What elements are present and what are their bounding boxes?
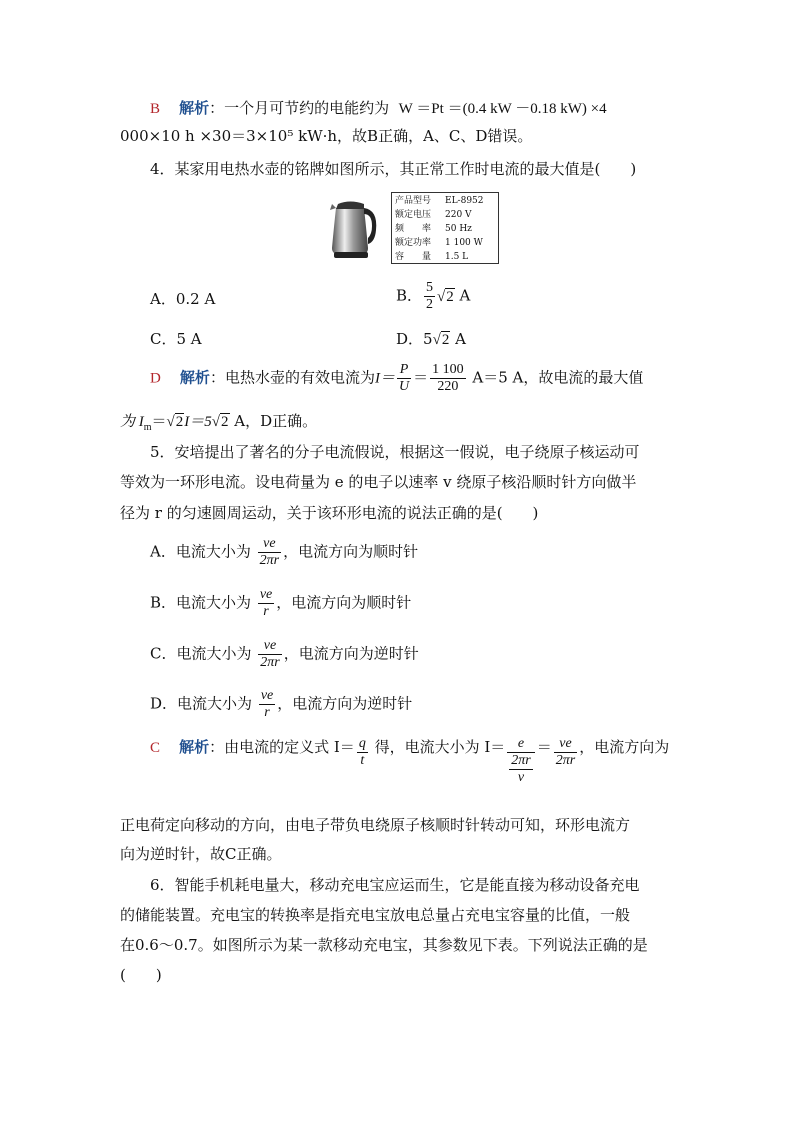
q6-stem-line1: 6．智能手机耗电量大，移动充电宝应运而生，它是能直接为移动设备充电 (150, 876, 640, 894)
q4-option-d: D．5√2 A (396, 328, 466, 351)
q5-stem-line2: 等效为一环形电流。设电荷量为 e 的电子以速率 v 绕原子核沿顺时针方向做半 (120, 473, 637, 491)
nameplate-row: 额定电压 220 V (395, 210, 472, 220)
nameplate-row: 频 率 50 Hz (395, 224, 472, 234)
result-fraction: $\frac{ve}{2\pi r}$ (555, 736, 576, 768)
q6-stem-line2: 的储能装置。充电宝的转换率是指充电宝放电总量占充电宝容量的比值，一般 (120, 906, 631, 924)
q4-analysis-line1: D 解析：电热水壶的有效电流为I＝ $\frac{P}{U}$ ＝ $\frac{1 100}{220}$ A＝5 A，故电流的最大值 (150, 362, 644, 394)
sqrt-symbol: √2 (437, 288, 454, 305)
q3-answer: B (150, 101, 161, 117)
q4-stem: 4．某家用电热水壶的铭牌如图所示，其正常工作时电流的最大值是( ) (150, 160, 637, 178)
q5-answer: C (150, 740, 161, 756)
q5-option-d: D．电流大小为 $\frac{ve}{r}$ ，电流方向为逆时针 (150, 688, 413, 720)
q5-stem-line3: 径为 r 的匀速圆周运动，关于该环形电流的说法正确的是( ) (120, 504, 539, 522)
kettle-image (322, 196, 380, 260)
fraction: $\frac{ve}{2\pi r}$ (259, 536, 280, 568)
q3-analysis-label: 解析 (179, 99, 210, 117)
sqrt-symbol: √2 (211, 414, 229, 430)
compound-fraction: $\frac{e}{\frac{2\pi r}{v}}$ (507, 736, 534, 786)
q3-analysis-line1: B 解析：一个月可节约的电能约为 W ＝Pt ＝(0.4 kW －0.18 kW) ×4 (150, 99, 607, 117)
power-over-voltage-fraction: $\frac{P}{U}$ (398, 362, 410, 394)
q4-option-a: A．0.2 A (150, 290, 216, 308)
q4-option-b: B． $\frac{5}{2}$ √2 A (396, 280, 471, 312)
numeric-fraction: $\frac{1 100}{220}$ (432, 362, 464, 394)
fraction: $\frac{ve}{2\pi r}$ (260, 638, 280, 670)
q5-analysis-line1: C 解析：由电流的定义式 I＝ $\frac{q}{t}$ 得，电流大小为 I＝ $\frac{e}{\frac{2\pi r}{v}}$ ＝ $\frac{ve}{2\pi r}$ ，电流方向为 (150, 736, 670, 785)
q5-option-c: C．电流大小为 $\frac{ve}{2\pi r}$ ，电流方向为逆时针 (150, 638, 419, 670)
q5-option-a: A．电流大小为 $\frac{ve}{2\pi r}$ ，电流方向为顺时针 (150, 536, 419, 568)
q4-option-c: C．5 A (150, 330, 202, 348)
q6-stem-line4: ( ) (120, 966, 162, 984)
q5-analysis-line3: 向为逆时针，故C正确。 (120, 845, 282, 863)
nameplate-row: 容 量 1.5 L (395, 252, 469, 262)
q4-analysis-line2: 为 $I_m=√2I=5√2$ A，D正确。 (120, 412, 318, 433)
q5-stem-line1: 5．安培提出了著名的分子电流假说，根据这一假说，电子绕原子核运动可 (150, 443, 640, 461)
nameplate-row: 额定功率 1 100 W (395, 238, 483, 248)
sqrt-symbol: √2 (166, 414, 184, 430)
q4-analysis-label: 解析 (179, 368, 210, 387)
q5-analysis-line2: 正电荷定向移动的方向，由电子带负电绕原子核顺时针转动可知，环形电流方 (120, 816, 631, 834)
q4-answer: D (150, 370, 161, 387)
q4-option-b-fraction: $\frac{5}{2}$ (426, 280, 434, 312)
q5-analysis-label: 解析 (179, 738, 210, 756)
definition-fraction: $\frac{q}{t}$ (358, 736, 366, 768)
fraction: $\frac{ve}{r}$ (259, 587, 273, 619)
sqrt-symbol: √2 (432, 332, 450, 348)
fraction: $\frac{ve}{r}$ (260, 688, 274, 720)
q3-analysis-line2: 000×10 h ×30＝3×10⁵ kW·h，故B正确，A、C、D错误。 (120, 127, 533, 145)
kettle-nameplate (391, 192, 499, 264)
q6-stem-line3: 在0.6～0.7。如图所示为某一款移动充电宝，其参数见下表。下列说法正确的是 (120, 936, 648, 954)
nameplate-row: 产品型号 EL-8952 (395, 196, 484, 206)
q3-formula: W ＝Pt ＝(0.4 kW －0.18 kW) ×4 (398, 101, 607, 117)
q5-option-b: B．电流大小为 $\frac{ve}{r}$ ，电流方向为顺时针 (150, 587, 412, 619)
